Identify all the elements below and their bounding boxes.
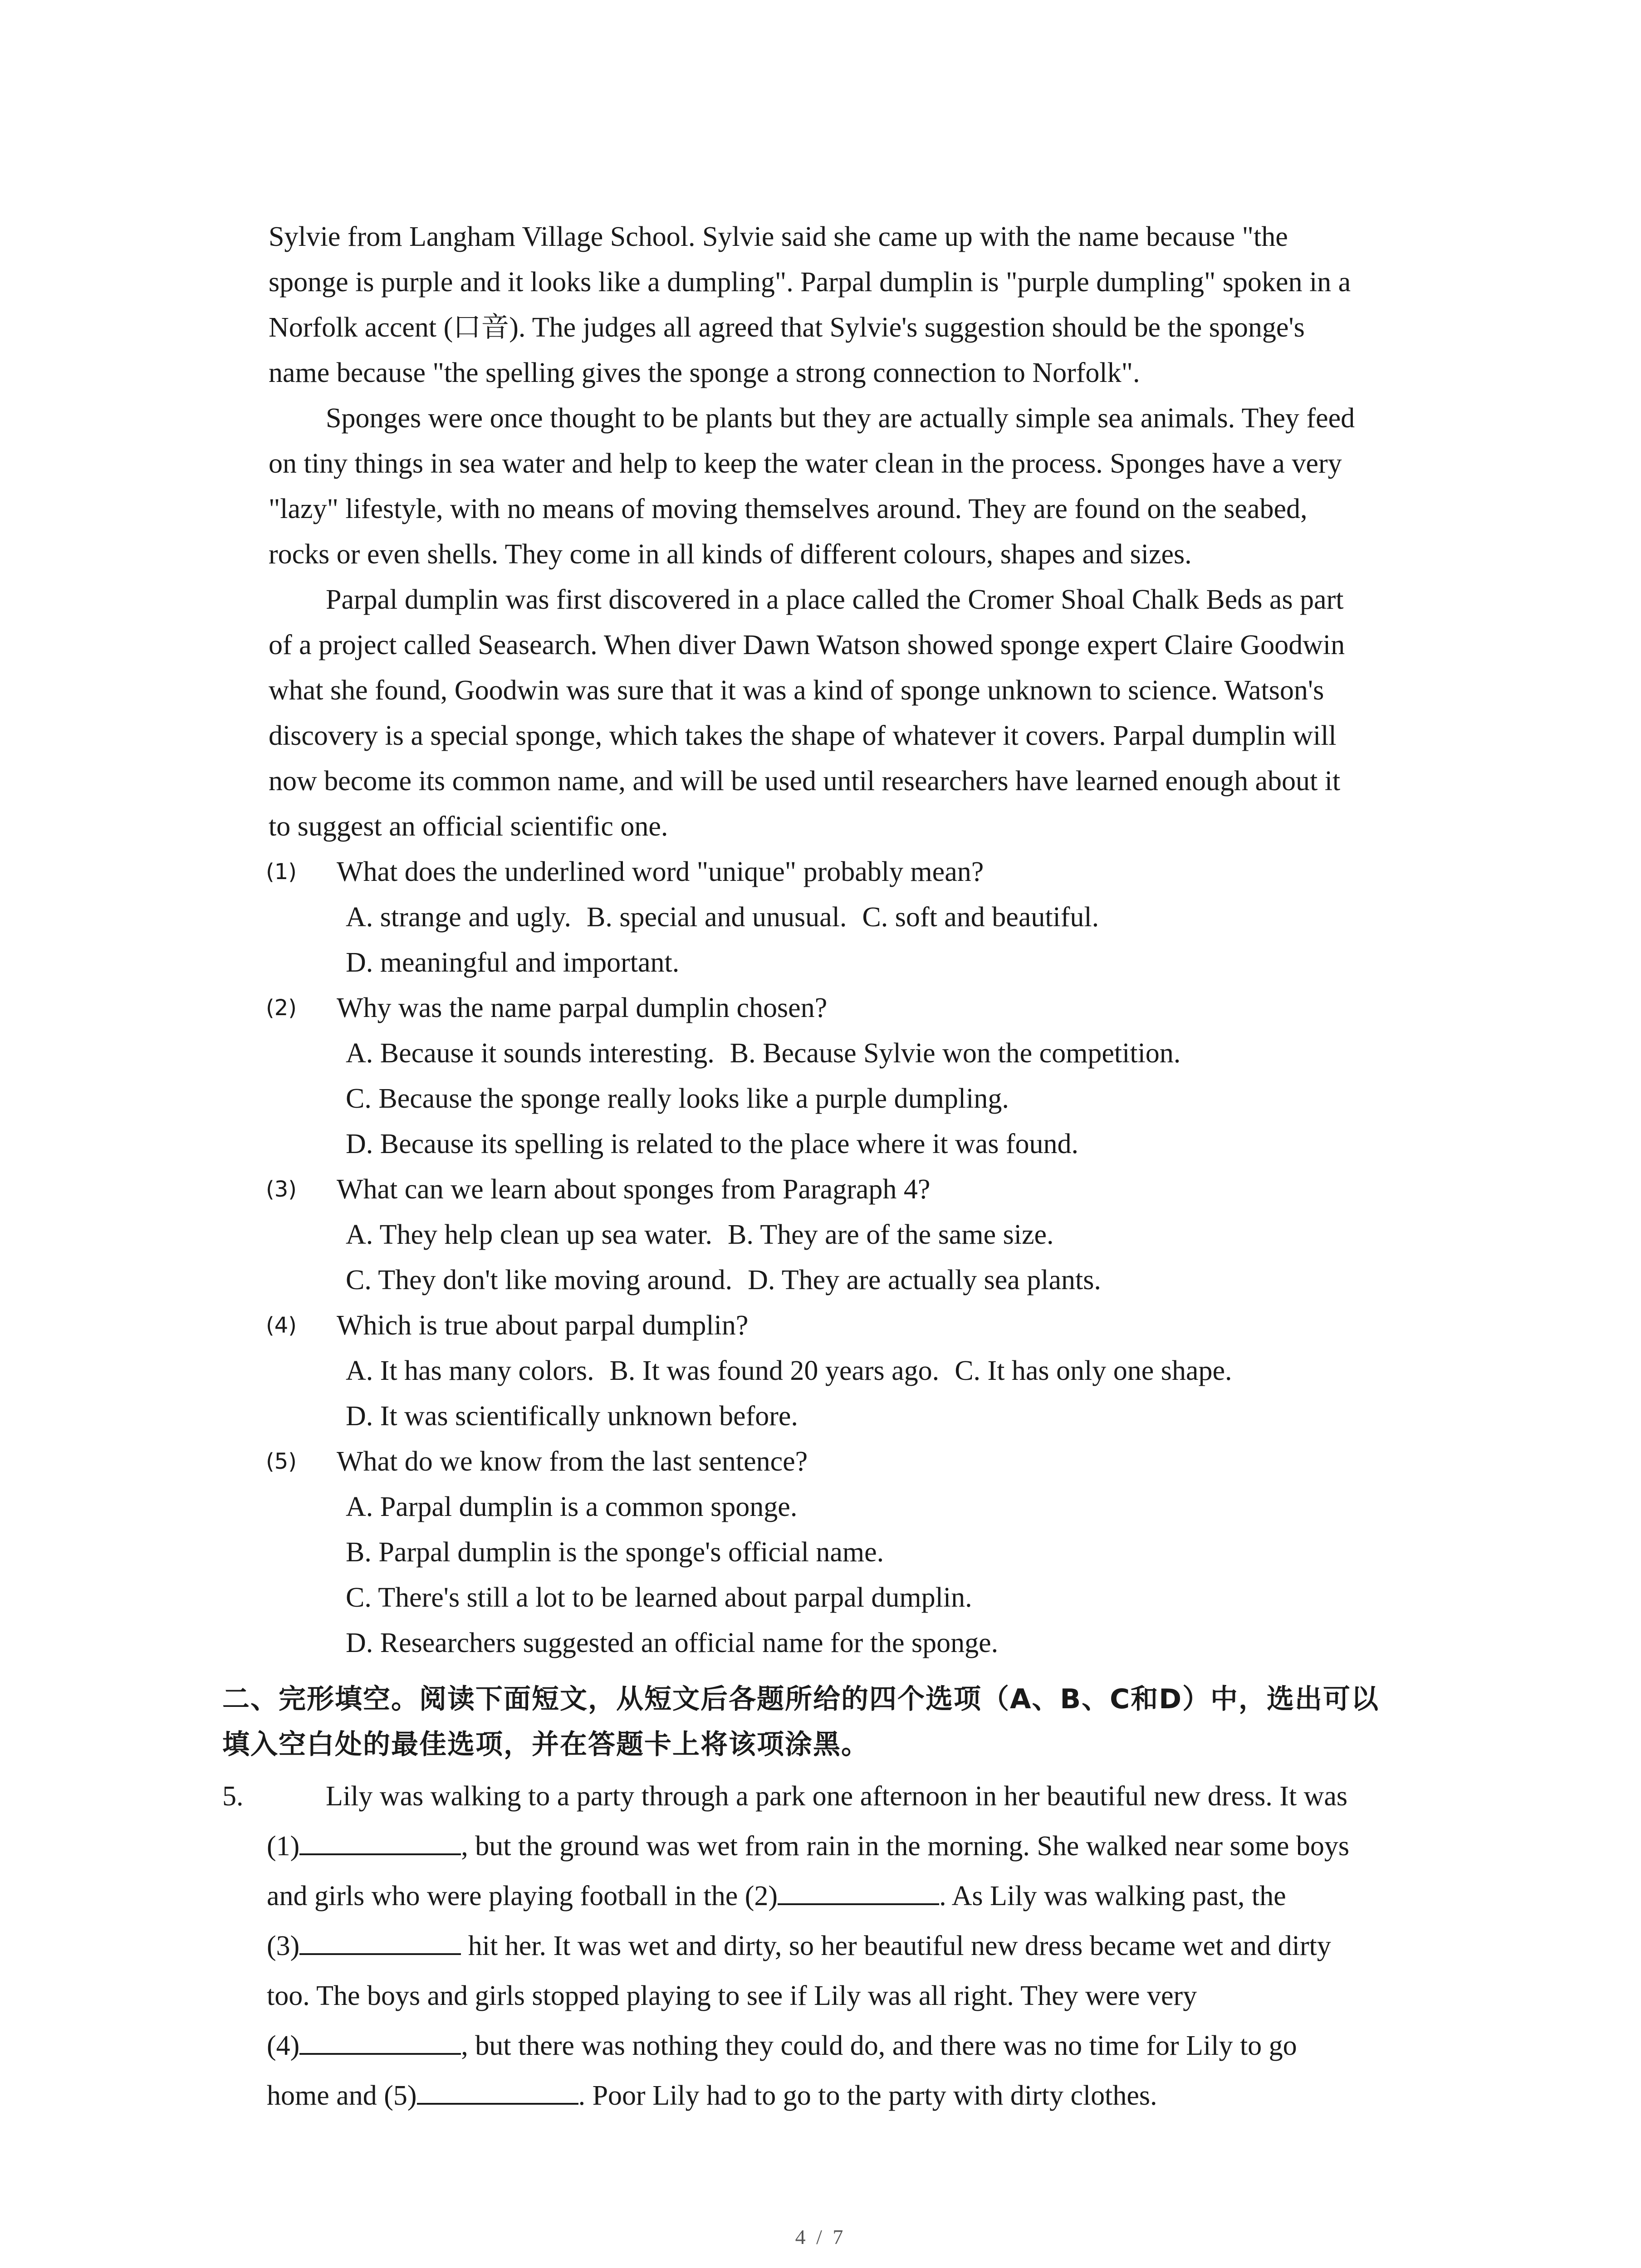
cloze-line	[267, 1878, 1286, 1914]
option-b: B. Parpal dumplin is the sponge's official name.	[346, 1537, 884, 1568]
question-text: What does the underlined word "unique" probably mean?	[337, 856, 984, 887]
cloze-text: , but the ground was wet from rain in the morning. She walked near some boys	[461, 1831, 1350, 1862]
text-line: discovery is a special sponge, which takes the shape of whatever it covers. Parpal dumplin will	[269, 720, 1337, 751]
option-c: C. They don't like moving around.	[346, 1265, 733, 1295]
text-line: what she found, Goodwin was sure that it was a kind of sponge unknown to science. Watson's	[269, 675, 1324, 706]
blank-1[interactable]	[299, 1828, 461, 1855]
text-line: rocks or even shells. They come in all kinds of different colours, shapes and sizes.	[269, 539, 1192, 570]
question-number: (4)	[266, 1313, 297, 1338]
option-a: A. strange and ugly.	[346, 902, 572, 933]
cloze-text: , but there was nothing they could do, and there was no time for Lily to go	[461, 2030, 1297, 2061]
cloze-line	[267, 1828, 1349, 1864]
cloze-text: hit her. It was wet and dirty, so her beautiful new dress became wet and dirty	[461, 1931, 1331, 1961]
text-line: Norfolk accent (口音). The judges all agreed that Sylvie's suggestion should be the sponge's	[269, 312, 1305, 343]
text-line: Sylvie from Langham Village School. Sylvie said she came up with the name because "the	[269, 221, 1288, 252]
question-text: Why was the name parpal dumplin chosen?	[337, 992, 828, 1023]
text-line: "lazy" lifestyle, with no means of moving themselves around. They are found on the seabed,	[269, 494, 1308, 524]
option-b: B. Because Sylvie won the competition.	[730, 1038, 1181, 1069]
cloze-line	[267, 2028, 1297, 2064]
option-row	[346, 1579, 972, 1616]
text-line: to suggest an official scientific one.	[269, 811, 668, 842]
cloze-text: . As Lily was walking past, the	[939, 1881, 1286, 1911]
option-b: B. It was found 20 years ago.	[609, 1355, 940, 1386]
cloze-text: . Poor Lily had to go to the party with dirty clothes.	[578, 2080, 1157, 2111]
question-text: Which is true about parpal dumplin?	[337, 1310, 749, 1341]
option-d: D. Researchers suggested an official name for the sponge.	[346, 1628, 999, 1658]
text-line: on tiny things in sea water and help to keep the water clean in the process. Sponges have a very	[269, 448, 1342, 479]
cloze-text: home and (5)	[267, 2080, 417, 2111]
option-c: C. Because the sponge really looks like a purple dumpling.	[346, 1083, 1009, 1114]
option-d: D. They are actually sea plants.	[748, 1265, 1101, 1295]
option-c: C. soft and beautiful.	[862, 902, 1099, 933]
blank-4[interactable]	[299, 2028, 461, 2055]
option-d: D. It was scientifically unknown before.	[346, 1401, 798, 1432]
option-c: C. There's still a lot to be learned about parpal dumplin.	[346, 1582, 972, 1613]
option-b: B. special and unusual.	[587, 902, 847, 933]
section-heading-line: 二、完形填空。阅读下面短文，从短文后各题所给的四个选项（A、B、C和D）中，选出可以	[222, 1683, 1380, 1715]
blank-3[interactable]	[299, 1928, 461, 1955]
option-row	[346, 1217, 1053, 1253]
page-indicator: 4 / 7	[795, 2225, 846, 2248]
option-row	[346, 1398, 798, 1434]
cloze-line: Lily was walking to a party through a park one afternoon in her beautiful new dress. It was	[326, 1781, 1348, 1812]
option-a: A. Because it sounds interesting.	[346, 1038, 715, 1069]
cloze-line	[267, 2077, 1157, 2114]
text-line: now become its common name, and will be used until researchers have learned enough about it	[269, 766, 1341, 797]
question-text: What can we learn about sponges from Paragraph 4?	[337, 1174, 931, 1205]
cloze-text: and girls who were playing football in the (2)	[267, 1881, 778, 1911]
text-line: of a project called Seasearch. When diver Dawn Watson showed sponge expert Claire Goodwin	[269, 630, 1345, 660]
option-row	[346, 1262, 1101, 1298]
item-number: 5.	[222, 1781, 244, 1812]
option-a: A. It has many colors.	[346, 1355, 594, 1386]
option-row	[346, 1625, 998, 1661]
blank-number: (4)	[267, 2030, 300, 2061]
question-text: What do we know from the last sentence?	[337, 1446, 808, 1477]
option-row	[346, 944, 679, 981]
option-row	[346, 899, 1099, 935]
option-row	[346, 1035, 1181, 1071]
section-heading-line: 填入空白处的最佳选项，并在答题卡上将该项涂黑。	[222, 1729, 869, 1760]
option-d: D. meaningful and important.	[346, 947, 680, 978]
option-row	[346, 1080, 1009, 1117]
text-line: Parpal dumplin was first discovered in a place called the Cromer Shoal Chalk Beds as part	[326, 584, 1344, 615]
cloze-line	[267, 1928, 1331, 1964]
text-line: sponge is purple and it looks like a dumpling". Parpal dumplin is "purple dumpling" spoken in a	[269, 267, 1351, 298]
text-line: name because "the spelling gives the sponge a strong connection to Norfolk".	[269, 357, 1140, 388]
option-row	[346, 1534, 884, 1570]
option-a: A. Parpal dumplin is a common sponge.	[346, 1491, 798, 1522]
question-number: (5)	[266, 1449, 297, 1474]
option-d: D. Because its spelling is related to the place where it was found.	[346, 1129, 1078, 1159]
option-b: B. They are of the same size.	[728, 1219, 1054, 1250]
blank-5[interactable]	[417, 2077, 578, 2105]
option-c: C. It has only one shape.	[955, 1355, 1232, 1386]
option-row	[346, 1126, 1078, 1162]
question-number: (3)	[266, 1177, 297, 1202]
option-row	[346, 1489, 797, 1525]
text-line: Sponges were once thought to be plants but they are actually simple sea animals. They feed	[326, 403, 1355, 434]
option-row	[346, 1353, 1232, 1389]
blank-2[interactable]	[778, 1878, 939, 1905]
blank-number: (1)	[267, 1831, 300, 1862]
cloze-line: too. The boys and girls stopped playing to see if Lily was all right. They were very	[267, 1980, 1197, 2011]
question-number: (1)	[266, 859, 297, 885]
blank-number: (3)	[267, 1931, 300, 1961]
question-number: (2)	[266, 995, 297, 1021]
option-a: A. They help clean up sea water.	[346, 1219, 712, 1250]
